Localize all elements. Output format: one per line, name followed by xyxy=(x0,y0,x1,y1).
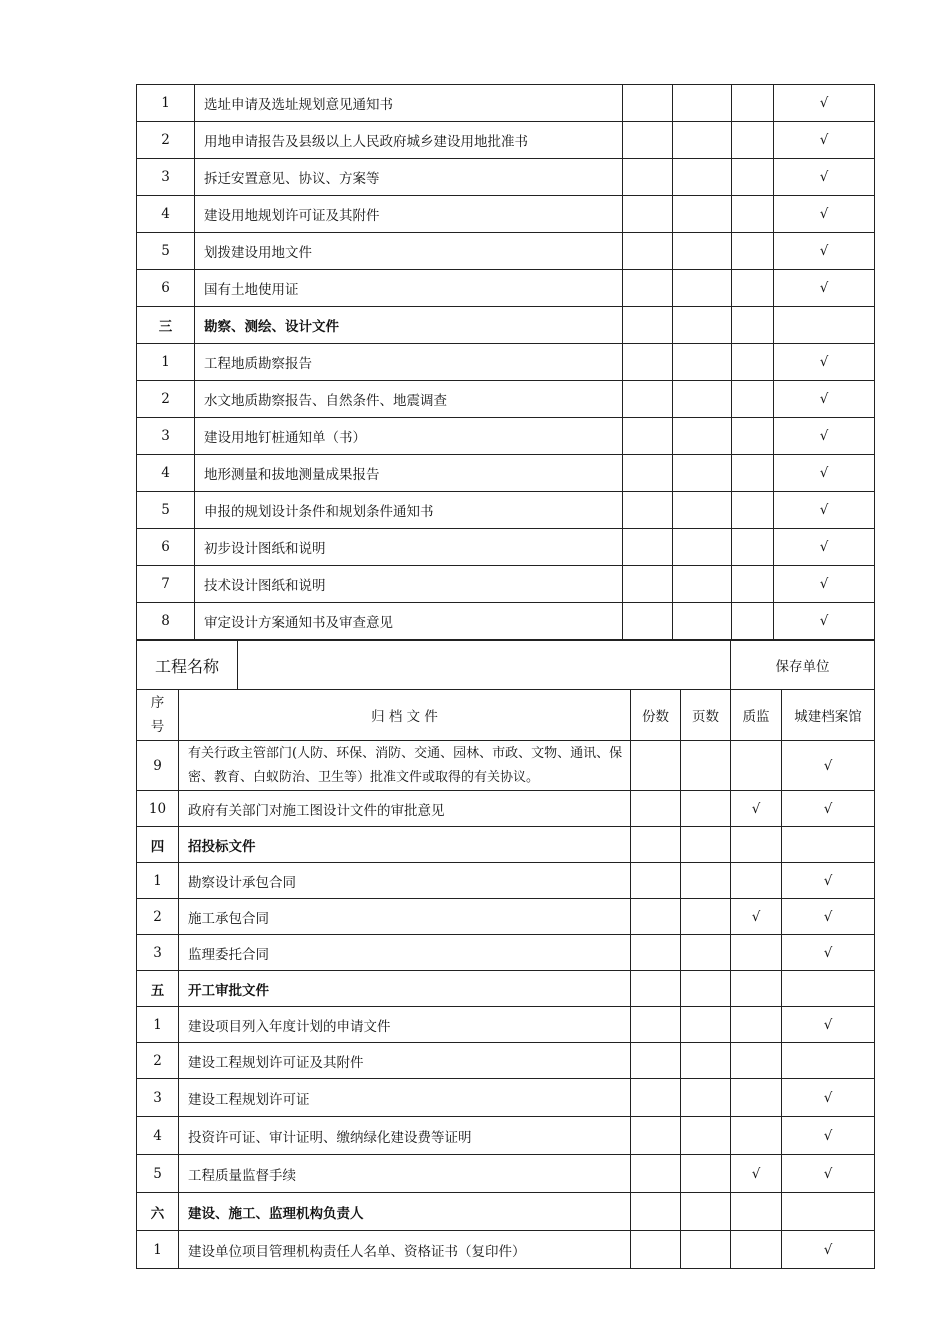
row-text: 初步设计图纸和说明 xyxy=(195,529,623,566)
row-text: 选址申请及选址规划意见通知书 xyxy=(195,85,623,122)
row-check: √ xyxy=(774,196,875,233)
row-cell xyxy=(623,455,673,492)
table-row xyxy=(137,1043,875,1079)
row-text: 建设工程规划许可证 xyxy=(179,1079,631,1117)
row-number: 3 xyxy=(137,418,195,455)
row-number: 4 xyxy=(137,1117,179,1155)
row-cell xyxy=(732,270,774,307)
table-row xyxy=(137,381,875,418)
row-check xyxy=(731,1117,782,1155)
row-check: √ xyxy=(782,1079,875,1117)
row-cell xyxy=(681,1117,731,1155)
row-check: √ xyxy=(774,492,875,529)
row-check xyxy=(782,1193,875,1231)
row-cell xyxy=(732,196,774,233)
col-pages-header: 页数 xyxy=(681,690,731,741)
table-row xyxy=(137,1079,875,1117)
row-text: 建设项目列入年度计划的申请文件 xyxy=(179,1007,631,1043)
row-number: 3 xyxy=(137,935,179,971)
row-check xyxy=(731,863,782,899)
row-text: 有关行政主管部门(人防、环保、消防、交通、园林、市政、文物、通讯、保密、教育、白蚁防治、卫生等）批准文件或取得的有关协议。 xyxy=(179,741,631,791)
row-number: 2 xyxy=(137,1043,179,1079)
row-cell xyxy=(623,159,673,196)
row-check xyxy=(731,1079,782,1117)
row-number: 五 xyxy=(137,971,179,1007)
row-cell xyxy=(673,529,732,566)
row-text: 投资许可证、审计证明、缴纳绿化建设费等证明 xyxy=(179,1117,631,1155)
table-row xyxy=(137,307,875,344)
row-cell xyxy=(681,827,731,863)
project-name-value xyxy=(238,641,731,690)
row-cell xyxy=(623,270,673,307)
row-number: 四 xyxy=(137,827,179,863)
row-check: √ xyxy=(774,529,875,566)
row-cell xyxy=(732,122,774,159)
row-cell xyxy=(623,85,673,122)
row-check: √ xyxy=(774,85,875,122)
row-number: 2 xyxy=(137,899,179,935)
table-row xyxy=(137,1117,875,1155)
row-check xyxy=(782,827,875,863)
row-cell xyxy=(673,159,732,196)
row-check: √ xyxy=(731,899,782,935)
row-cell xyxy=(681,971,731,1007)
row-cell xyxy=(681,791,731,827)
row-check: √ xyxy=(774,455,875,492)
row-text: 工程地质勘察报告 xyxy=(195,344,623,381)
row-text: 监理委托合同 xyxy=(179,935,631,971)
table-row xyxy=(137,1231,875,1269)
row-check xyxy=(731,827,782,863)
table-row xyxy=(137,741,875,791)
row-check xyxy=(731,1007,782,1043)
row-text: 政府有关部门对施工图设计文件的审批意见 xyxy=(179,791,631,827)
row-cell xyxy=(673,455,732,492)
row-text: 施工承包合同 xyxy=(179,899,631,935)
row-cell xyxy=(681,899,731,935)
row-check xyxy=(782,1043,875,1079)
row-number: 5 xyxy=(137,1155,179,1193)
row-cell xyxy=(623,418,673,455)
row-cell xyxy=(732,233,774,270)
row-cell xyxy=(631,1193,681,1231)
row-cell xyxy=(623,381,673,418)
table-row xyxy=(137,1007,875,1043)
archive-table-bottom xyxy=(136,689,875,1269)
row-cell xyxy=(631,1117,681,1155)
row-cell xyxy=(673,307,732,344)
table-row xyxy=(137,492,875,529)
row-text: 勘察、测绘、设计文件 xyxy=(195,307,623,344)
table-row xyxy=(137,1155,875,1193)
col-copies-header: 份数 xyxy=(631,690,681,741)
row-cell xyxy=(631,827,681,863)
row-check xyxy=(731,1193,782,1231)
row-cell xyxy=(631,863,681,899)
row-text: 用地申请报告及县级以上人民政府城乡建设用地批准书 xyxy=(195,122,623,159)
row-check: √ xyxy=(782,791,875,827)
row-check: √ xyxy=(774,566,875,603)
col-doc-header: 归 档 文 件 xyxy=(179,690,631,741)
row-text: 拆迁安置意见、协议、方案等 xyxy=(195,159,623,196)
row-number: 1 xyxy=(137,85,195,122)
row-number: 六 xyxy=(137,1193,179,1231)
row-cell xyxy=(673,418,732,455)
row-number: 7 xyxy=(137,566,195,603)
table-row xyxy=(137,791,875,827)
row-cell xyxy=(623,122,673,159)
row-cell xyxy=(732,603,774,640)
row-cell xyxy=(681,1043,731,1079)
row-check: √ xyxy=(774,233,875,270)
row-cell xyxy=(673,603,732,640)
row-check: √ xyxy=(731,1155,782,1193)
row-text: 技术设计图纸和说明 xyxy=(195,566,623,603)
row-number: 4 xyxy=(137,455,195,492)
row-number: 4 xyxy=(137,196,195,233)
table-row xyxy=(137,827,875,863)
row-text: 建设工程规划许可证及其附件 xyxy=(179,1043,631,1079)
row-cell xyxy=(631,1007,681,1043)
table-row xyxy=(137,85,875,122)
row-number: 1 xyxy=(137,863,179,899)
row-text: 勘察设计承包合同 xyxy=(179,863,631,899)
project-header-table xyxy=(136,640,875,690)
row-cell xyxy=(673,270,732,307)
row-number: 6 xyxy=(137,529,195,566)
table-row xyxy=(137,529,875,566)
row-cell xyxy=(623,603,673,640)
row-cell xyxy=(681,741,731,791)
row-check: √ xyxy=(782,1155,875,1193)
row-cell xyxy=(732,381,774,418)
row-check xyxy=(731,1231,782,1269)
row-cell xyxy=(681,863,731,899)
row-cell xyxy=(673,566,732,603)
row-cell xyxy=(623,196,673,233)
row-cell xyxy=(631,935,681,971)
row-check: √ xyxy=(782,1007,875,1043)
keep-unit-label: 保存单位 xyxy=(731,641,875,690)
row-cell xyxy=(732,159,774,196)
row-check xyxy=(731,935,782,971)
row-check: √ xyxy=(731,791,782,827)
column-header-row xyxy=(137,690,875,741)
table-row xyxy=(137,1193,875,1231)
row-cell xyxy=(732,344,774,381)
row-check: √ xyxy=(774,418,875,455)
row-check: √ xyxy=(774,603,875,640)
row-text: 地形测量和拔地测量成果报告 xyxy=(195,455,623,492)
row-cell xyxy=(673,381,732,418)
row-cell xyxy=(631,899,681,935)
table-row xyxy=(137,159,875,196)
row-check: √ xyxy=(774,270,875,307)
row-number: 3 xyxy=(137,159,195,196)
row-check: √ xyxy=(782,863,875,899)
row-cell xyxy=(673,344,732,381)
table-row xyxy=(137,863,875,899)
table-row xyxy=(137,566,875,603)
row-cell xyxy=(631,791,681,827)
row-cell xyxy=(623,492,673,529)
row-number: 2 xyxy=(137,122,195,159)
row-text: 建设用地钉桩通知单（书） xyxy=(195,418,623,455)
project-name-label: 工程名称 xyxy=(137,641,238,690)
row-cell xyxy=(673,122,732,159)
row-number: 1 xyxy=(137,344,195,381)
row-check: √ xyxy=(774,344,875,381)
table-row xyxy=(137,971,875,1007)
row-check xyxy=(731,971,782,1007)
row-check: √ xyxy=(774,381,875,418)
row-text: 水文地质勘察报告、自然条件、地震调查 xyxy=(195,381,623,418)
table-row xyxy=(137,455,875,492)
row-cell xyxy=(732,307,774,344)
row-number: 1 xyxy=(137,1007,179,1043)
row-text: 审定设计方案通知书及审查意见 xyxy=(195,603,623,640)
row-cell xyxy=(681,1231,731,1269)
row-text: 开工审批文件 xyxy=(179,971,631,1007)
col-quality-header: 质监 xyxy=(731,690,782,741)
row-cell xyxy=(623,344,673,381)
row-cell xyxy=(673,85,732,122)
row-text: 划拨建设用地文件 xyxy=(195,233,623,270)
row-cell xyxy=(631,1155,681,1193)
row-check: √ xyxy=(774,122,875,159)
row-cell xyxy=(681,1007,731,1043)
row-cell xyxy=(732,418,774,455)
row-cell xyxy=(732,492,774,529)
row-cell xyxy=(631,971,681,1007)
table-row xyxy=(137,122,875,159)
row-cell xyxy=(673,196,732,233)
row-text: 建设、施工、监理机构负责人 xyxy=(179,1193,631,1231)
table-row xyxy=(137,899,875,935)
row-check xyxy=(731,1043,782,1079)
row-cell xyxy=(732,455,774,492)
row-cell xyxy=(681,935,731,971)
row-number: 9 xyxy=(137,741,179,791)
row-cell xyxy=(732,85,774,122)
table-row xyxy=(137,935,875,971)
table-row xyxy=(137,233,875,270)
row-cell xyxy=(673,233,732,270)
row-text: 工程质量监督手续 xyxy=(179,1155,631,1193)
row-number: 三 xyxy=(137,307,195,344)
table-row xyxy=(137,196,875,233)
row-cell xyxy=(623,233,673,270)
row-check xyxy=(731,741,782,791)
row-number: 5 xyxy=(137,233,195,270)
row-cell xyxy=(623,529,673,566)
row-check: √ xyxy=(782,935,875,971)
table-row xyxy=(137,418,875,455)
row-check: √ xyxy=(782,1231,875,1269)
row-cell xyxy=(732,566,774,603)
row-cell xyxy=(623,566,673,603)
row-cell xyxy=(631,1043,681,1079)
row-cell xyxy=(673,492,732,529)
row-text: 建设用地规划许可证及其附件 xyxy=(195,196,623,233)
col-archive-header: 城建档案馆 xyxy=(782,690,875,741)
row-cell xyxy=(631,1231,681,1269)
row-cell xyxy=(681,1193,731,1231)
table-row xyxy=(137,603,875,640)
row-cell xyxy=(623,307,673,344)
row-text: 申报的规划设计条件和规划条件通知书 xyxy=(195,492,623,529)
row-check xyxy=(774,307,875,344)
row-check: √ xyxy=(782,741,875,791)
row-cell xyxy=(631,741,681,791)
row-number: 3 xyxy=(137,1079,179,1117)
row-number: 10 xyxy=(137,791,179,827)
row-cell xyxy=(681,1155,731,1193)
row-check: √ xyxy=(782,899,875,935)
archive-table-top xyxy=(136,84,875,640)
row-text: 招投标文件 xyxy=(179,827,631,863)
row-cell xyxy=(681,1079,731,1117)
table-row xyxy=(137,270,875,307)
row-text: 国有土地使用证 xyxy=(195,270,623,307)
row-cell xyxy=(631,1079,681,1117)
row-text: 建设单位项目管理机构责任人名单、资格证书（复印件） xyxy=(179,1231,631,1269)
row-number: 5 xyxy=(137,492,195,529)
row-check xyxy=(782,971,875,1007)
col-no-header: 序 号 xyxy=(137,690,179,741)
row-check: √ xyxy=(782,1117,875,1155)
row-cell xyxy=(732,529,774,566)
row-number: 8 xyxy=(137,603,195,640)
table-row xyxy=(137,344,875,381)
row-number: 6 xyxy=(137,270,195,307)
row-check: √ xyxy=(774,159,875,196)
row-number: 1 xyxy=(137,1231,179,1269)
row-number: 2 xyxy=(137,381,195,418)
